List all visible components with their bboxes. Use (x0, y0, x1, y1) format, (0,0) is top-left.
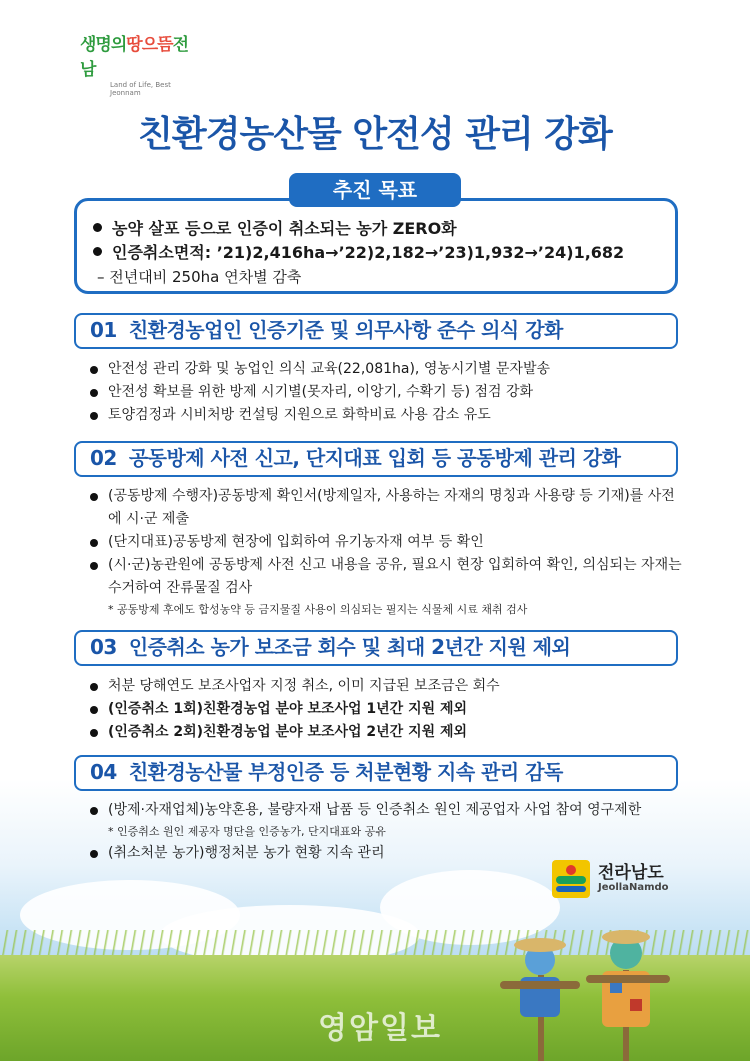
section-title: 친환경농산물 부정인증 등 처분현황 지속 관리 감독 (128, 760, 563, 784)
list-item: (방제·자재업체)농약혼용, 불량자재 납품 등 인증취소 원인 제공업자 사업 참여 영구제한 (88, 799, 688, 822)
section-list (88, 358, 688, 427)
page-title: 친환경농산물 안전성 관리 강화 (138, 114, 612, 155)
brand-slogan-part: 전남 (80, 35, 188, 80)
scarecrow-illustration (500, 915, 680, 1061)
jeollanamdo-logo (552, 858, 682, 902)
goal-line-text: 인증취소면적: ’21)2,416ha→’22)2,182→’23)1,932→’24)1,682 (112, 243, 625, 262)
brand-slogan (80, 30, 200, 80)
section-title: 인증취소 농가 보조금 회수 및 최대 2년간 지원 제외 (128, 635, 571, 659)
footnote: * 인증취소 원인 제공자 명단을 인증농가, 단지대표와 공유 (108, 825, 386, 838)
goal-line-text: 농약 살포 등으로 인증이 취소되는 농가 ZERO화 (112, 219, 457, 238)
org-name-en: JeollaNamdo (598, 882, 669, 893)
section-list (88, 485, 688, 620)
goal-sub: – 전년대비 250ha 연차별 감축 (97, 268, 302, 286)
goal-box (74, 198, 678, 294)
list-item: 토양검정과 시비처방 컨설팅 지원으로 화학비료 사용 감소 유도 (88, 404, 688, 427)
list-item: (공동방제 수행자)공동방제 확인서(방제일자, 사용하는 자재의 명칭과 사용량 등 기재)를 사전에 시·군 제출 (88, 485, 688, 531)
section-header (74, 313, 678, 349)
list-item: (시·군)농관원에 공동방제 사전 신고 내용을 공유, 필요시 현장 입회하여 확인, 의심되는 자재는 수거하여 잔류물질 검사 (88, 554, 688, 600)
brand-logo (80, 30, 200, 97)
section-header (74, 441, 678, 477)
brand-sub: Land of Life, Best Jeonnam (110, 81, 171, 97)
list-item: (인증취소 1회)친환경농업 분야 보조사업 1년간 지원 제외 (88, 698, 688, 721)
list-item: (단지대표)공동방제 현장에 입회하여 유기농자재 여부 등 확인 (88, 531, 688, 554)
section-number: 01 (90, 318, 117, 342)
list-item: (취소처분 농가)행정처분 농가 현황 지속 관리 (88, 842, 688, 865)
list-item: 안전성 관리 강화 및 농업인 의식 교육(22,081ha), 영농시기별 문자발송 (88, 358, 688, 381)
goal-label: 추진 목표 (289, 173, 461, 207)
section-title: 친환경농업인 인증기준 및 의무사항 준수 의식 강화 (128, 318, 563, 342)
footnote: * 공동방제 후에도 합성농약 등 금지물질 사용이 의심되는 필지는 식물체 시료 채취 검사 (108, 603, 528, 616)
section-number: 02 (90, 446, 117, 470)
section-number: 03 (90, 635, 117, 659)
section-header (74, 755, 678, 791)
scarecrow-hat (514, 938, 566, 952)
scarecrow-patch (630, 999, 642, 1011)
section-number: 04 (90, 760, 117, 784)
jeollanamdo-emblem-icon (552, 860, 590, 898)
section-title: 공동방제 사전 신고, 단지대표 입회 등 공동방제 관리 강화 (128, 446, 621, 470)
brand-slogan-part: 생명의 (80, 35, 127, 55)
list-item: (인증취소 2회)친환경농업 분야 보조사업 2년간 지원 제외 (88, 721, 688, 744)
watermark: 영암일보 (318, 1011, 442, 1046)
section-list (88, 675, 688, 744)
org-name: 전라남도 (598, 863, 664, 883)
section-list (88, 799, 688, 865)
goal-line (91, 217, 675, 241)
list-item: 안전성 확보를 위한 방제 시기별(못자리, 이앙기, 수확기 등) 점검 강화 (88, 381, 688, 404)
list-item: 처분 당해연도 보조사업자 지정 취소, 이미 지급된 보조금은 회수 (88, 675, 688, 698)
scarecrow-arm (500, 981, 580, 989)
section-header (74, 630, 678, 666)
brand-slogan-part: 땅으뜸 (126, 35, 173, 55)
bullet-icon (93, 223, 102, 232)
scarecrow-arm (586, 975, 670, 983)
bullet-icon (93, 247, 102, 256)
scarecrow-hat (602, 930, 650, 944)
goal-line (91, 241, 675, 265)
